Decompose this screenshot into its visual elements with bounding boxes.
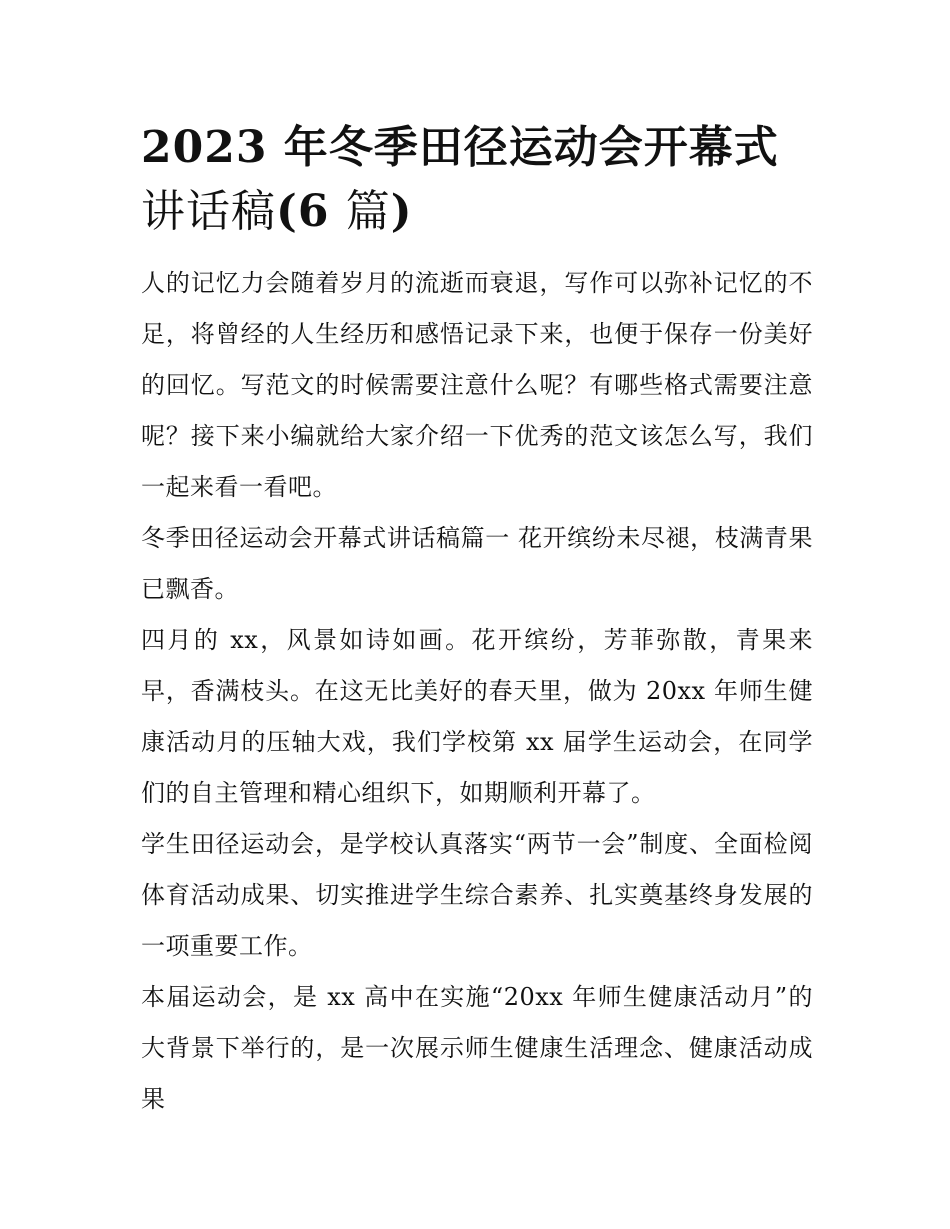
paragraph-this-meet: 本届运动会，是 xx 高中在实施“20xx 年师生健康活动月”的大背景下举行的，是一次展示师生健康生活理念、健康活动成果: [141, 983, 813, 1113]
title-line-1: 2023 年冬季田径运动会开幕式: [141, 122, 779, 173]
document-content: [141, 116, 813, 1125]
title-line-2-part-b: (6: [276, 186, 346, 237]
title-line-2-part-d: ): [390, 186, 413, 237]
title-line-2-part-a: 讲话稿: [141, 186, 276, 237]
title-line-2-part-c: 篇: [345, 186, 391, 237]
paragraph-section-heading: 冬季田径运动会开幕式讲话稿篇一 花开缤纷未尽褪，枝满青果已飘香。: [141, 524, 813, 603]
paragraph-april: 四月的 xx，风景如诗如画。花开缤纷，芳菲弥散，青果来早，香满枝头。在这无比美好的春天里，做为 20xx 年师生健康活动月的压轴大戏，我们学校第 xx 届学生运动会，在同学们的自主管理和精心组织下，如期顺利开幕了。: [141, 626, 813, 807]
paragraph-track-meet: 学生田径运动会，是学校认真落实“两节一会”制度、全面检阅体育活动成果、切实推进学生综合素养、扎实奠基终身发展的一项重要工作。: [141, 830, 813, 960]
paragraph-intro: 人的记忆力会随着岁月的流逝而衰退，写作可以弥补记忆的不足，将曾经的人生经历和感悟记录下来，也便于保存一份美好的回忆。写范文的时候需要注意什么呢？有哪些格式需要注意呢？接下来小编就给大家介绍一下优秀的范文该怎么写，我们一起来看一看吧。: [141, 269, 813, 501]
document-title: [141, 116, 813, 244]
title-line-2: [141, 180, 813, 244]
